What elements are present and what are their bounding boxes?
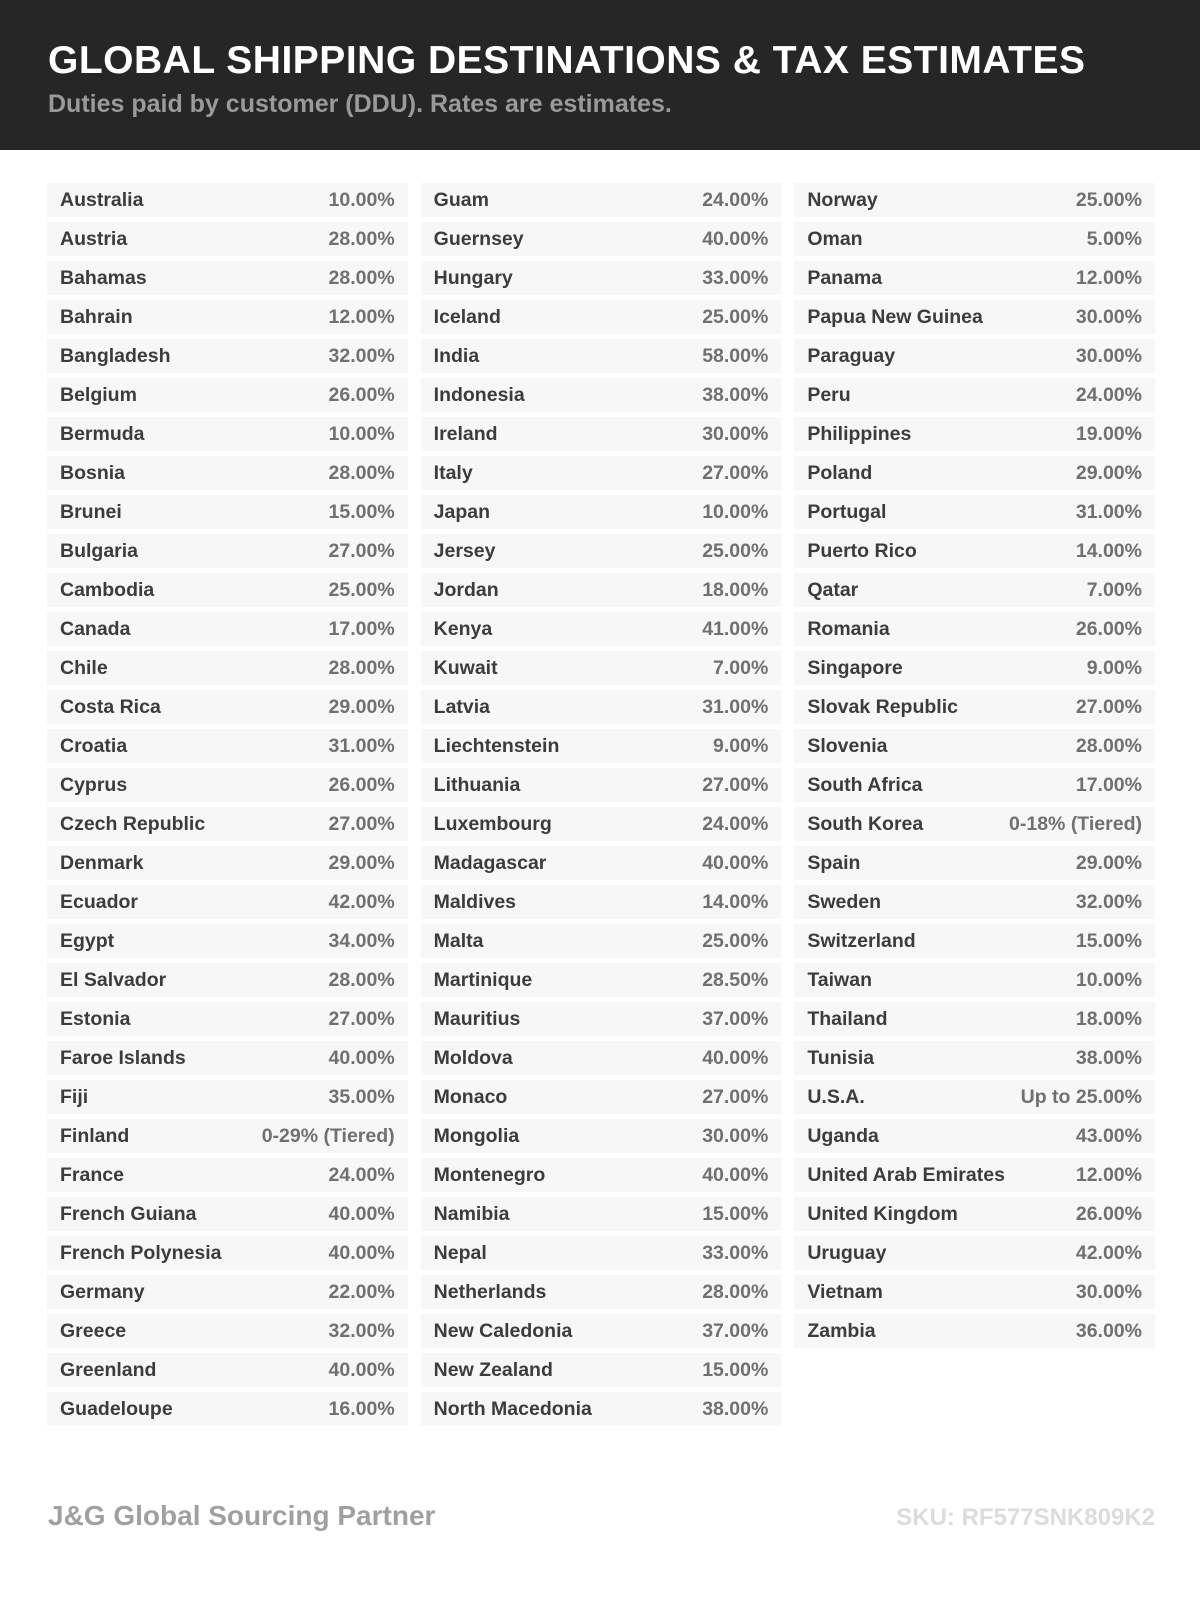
table-row (421, 378, 782, 412)
tax-rate: 27.00% (328, 812, 395, 835)
table-row (794, 651, 1155, 685)
table-row (794, 807, 1155, 841)
country-name: Italy (433, 461, 473, 484)
country-name: Japan (433, 500, 491, 523)
table-row (421, 456, 782, 490)
tax-rate: 58.00% (702, 344, 769, 367)
table-row (47, 261, 408, 295)
tax-rate: 28.00% (328, 461, 395, 484)
table-row (47, 885, 408, 919)
tax-rate: 5.00% (1086, 227, 1142, 250)
country-name: Guernsey (433, 227, 524, 250)
tax-rate: 26.00% (328, 383, 395, 406)
country-name: Moldova (433, 1046, 513, 1069)
country-name: Czech Republic (60, 812, 206, 835)
country-name: Singapore (807, 656, 903, 679)
table-row (47, 924, 408, 958)
country-name: Maldives (433, 890, 517, 913)
country-name: Faroe Islands (60, 1046, 186, 1069)
table-row (421, 690, 782, 724)
tax-rate: 34.00% (328, 929, 395, 952)
table-row (421, 1041, 782, 1075)
tax-rate: 26.00% (1075, 1202, 1142, 1225)
table-row (794, 222, 1155, 256)
country-name: Peru (807, 383, 851, 406)
country-name: Guam (433, 188, 489, 211)
tax-rate: 27.00% (702, 1085, 769, 1108)
table-row (421, 885, 782, 919)
rates-table (47, 183, 1155, 1431)
country-name: Spain (807, 851, 861, 874)
table-row (47, 417, 408, 451)
table-row (47, 222, 408, 256)
tax-rate: 12.00% (1075, 266, 1142, 289)
table-row (47, 846, 408, 880)
country-name: Switzerland (807, 929, 916, 952)
rate-column-2 (421, 183, 782, 1431)
table-row (47, 1002, 408, 1036)
tax-rate: 40.00% (328, 1046, 395, 1069)
table-row (421, 1119, 782, 1153)
table-row (47, 339, 408, 373)
tax-rate: 25.00% (328, 578, 395, 601)
tax-rate: 12.00% (1075, 1163, 1142, 1186)
tax-rate: 7.00% (1086, 578, 1142, 601)
table-row (47, 183, 408, 217)
tax-rate: 27.00% (702, 461, 769, 484)
country-name: Uruguay (807, 1241, 887, 1264)
table-row (47, 1197, 408, 1231)
table-row (421, 183, 782, 217)
tax-rate: 38.00% (702, 383, 769, 406)
tax-rate: 15.00% (702, 1358, 769, 1381)
country-name: U.S.A. (807, 1085, 865, 1108)
country-name: Mongolia (433, 1124, 520, 1147)
table-row (421, 924, 782, 958)
tax-rate: 24.00% (702, 812, 769, 835)
tax-rate: 28.00% (702, 1280, 769, 1303)
country-name: Bangladesh (60, 344, 171, 367)
table-row (47, 300, 408, 334)
table-row (47, 1275, 408, 1309)
country-name: Poland (807, 461, 873, 484)
table-row (47, 963, 408, 997)
tax-rate: 43.00% (1075, 1124, 1142, 1147)
country-name: Slovenia (807, 734, 888, 757)
tax-rate: 31.00% (328, 734, 395, 757)
tax-rate: 32.00% (328, 1319, 395, 1342)
tax-rate: 7.00% (713, 656, 769, 679)
table-row (794, 924, 1155, 958)
tax-rate: 0-18% (Tiered) (1009, 812, 1142, 835)
country-name: Panama (807, 266, 883, 289)
tax-rate: 29.00% (328, 851, 395, 874)
table-row (47, 651, 408, 685)
table-row (794, 573, 1155, 607)
country-name: North Macedonia (433, 1397, 592, 1420)
table-row (794, 1041, 1155, 1075)
table-row (47, 378, 408, 412)
table-row (794, 261, 1155, 295)
table-row (794, 1275, 1155, 1309)
tax-rate: 25.00% (702, 929, 769, 952)
tax-rate: 27.00% (702, 773, 769, 796)
table-row (794, 885, 1155, 919)
table-row (421, 612, 782, 646)
tax-rate: 17.00% (1075, 773, 1142, 796)
tax-rate: 10.00% (328, 422, 395, 445)
table-row (47, 729, 408, 763)
table-row (794, 846, 1155, 880)
country-name: Greece (60, 1319, 127, 1342)
country-name: French Polynesia (60, 1241, 222, 1264)
tax-rate: 37.00% (702, 1319, 769, 1342)
table-row (421, 261, 782, 295)
tax-rate: 30.00% (1075, 305, 1142, 328)
tax-rate: 30.00% (702, 422, 769, 445)
country-name: Qatar (807, 578, 859, 601)
table-row (47, 612, 408, 646)
table-row (794, 300, 1155, 334)
country-name: Montenegro (433, 1163, 546, 1186)
table-row (794, 690, 1155, 724)
tax-rate: 28.00% (328, 227, 395, 250)
table-row (421, 495, 782, 529)
country-name: South Korea (807, 812, 924, 835)
country-name: Portugal (807, 500, 887, 523)
table-row (794, 534, 1155, 568)
tax-rate: 18.00% (1075, 1007, 1142, 1030)
table-row (794, 963, 1155, 997)
table-row (421, 846, 782, 880)
tax-rate: 14.00% (1075, 539, 1142, 562)
tax-rate: 40.00% (702, 1163, 769, 1186)
country-name: Latvia (433, 695, 491, 718)
tax-rate: 24.00% (328, 1163, 395, 1186)
country-name: Cambodia (60, 578, 155, 601)
tax-rate: 25.00% (702, 305, 769, 328)
table-row (794, 1080, 1155, 1114)
tax-rate: 9.00% (1086, 656, 1142, 679)
table-row (47, 1314, 408, 1348)
country-name: Ireland (433, 422, 498, 445)
tax-rate: 28.00% (328, 656, 395, 679)
table-row (421, 1002, 782, 1036)
rate-column-3 (794, 183, 1155, 1353)
country-name: Canada (60, 617, 131, 640)
brand-name: J&G Global Sourcing Partner (48, 1500, 436, 1531)
table-row (794, 1197, 1155, 1231)
country-name: Bermuda (60, 422, 145, 445)
country-name: Denmark (60, 851, 144, 874)
table-row (794, 183, 1155, 217)
tax-rate: 38.00% (702, 1397, 769, 1420)
country-name: Romania (807, 617, 890, 640)
country-name: Zambia (807, 1319, 876, 1342)
table-row (421, 963, 782, 997)
table-row (794, 1314, 1155, 1348)
country-name: Bulgaria (60, 539, 139, 562)
table-row (794, 1158, 1155, 1192)
tax-rate: 15.00% (328, 500, 395, 523)
page-title: GLOBAL SHIPPING DESTINATIONS & TAX ESTIMATES (48, 39, 1086, 82)
tax-rate: 27.00% (328, 539, 395, 562)
country-name: Tunisia (807, 1046, 875, 1069)
country-name: Croatia (60, 734, 128, 757)
table-row (47, 534, 408, 568)
tax-rate: 15.00% (702, 1202, 769, 1225)
country-name: Jersey (433, 539, 496, 562)
country-name: Kenya (433, 617, 493, 640)
tax-rate: 32.00% (1075, 890, 1142, 913)
table-row (47, 573, 408, 607)
tax-rate: 36.00% (1075, 1319, 1142, 1342)
tax-rate: 29.00% (328, 695, 395, 718)
page-subtitle: Duties paid by customer (DDU). Rates are estimates. (48, 89, 672, 118)
tax-rate: 0-29% (Tiered) (261, 1124, 395, 1147)
tax-rate: 10.00% (702, 500, 769, 523)
table-row (794, 612, 1155, 646)
country-name: Thailand (807, 1007, 888, 1030)
country-name: New Caledonia (433, 1319, 573, 1342)
table-row (421, 534, 782, 568)
tax-rate: 32.00% (328, 344, 395, 367)
tax-rate: 24.00% (1075, 383, 1142, 406)
table-row (47, 1119, 408, 1153)
country-name: Madagascar (433, 851, 547, 874)
country-name: Germany (60, 1280, 145, 1303)
tax-rate: Up to 25.00% (1020, 1085, 1142, 1108)
table-row (794, 1119, 1155, 1153)
table-row (794, 417, 1155, 451)
country-name: Australia (60, 188, 144, 211)
table-row (421, 222, 782, 256)
table-row (421, 339, 782, 373)
sku-label: SKU: RF577SNK809K2 (896, 1504, 1155, 1531)
tax-rate: 24.00% (702, 188, 769, 211)
tax-rate: 27.00% (328, 1007, 395, 1030)
tax-rate: 40.00% (328, 1202, 395, 1225)
table-row (421, 1080, 782, 1114)
country-name: Cyprus (60, 773, 128, 796)
country-name: New Zealand (433, 1358, 553, 1381)
tax-rate: 35.00% (328, 1085, 395, 1108)
tax-rate: 28.00% (328, 266, 395, 289)
country-name: Taiwan (807, 968, 872, 991)
country-name: Namibia (433, 1202, 510, 1225)
country-name: Monaco (433, 1085, 508, 1108)
tax-rate: 42.00% (328, 890, 395, 913)
tax-rate: 19.00% (1075, 422, 1142, 445)
table-row (794, 456, 1155, 490)
country-name: Belgium (60, 383, 137, 406)
table-row (47, 1236, 408, 1270)
tax-rate: 17.00% (328, 617, 395, 640)
table-row (421, 1236, 782, 1270)
header-banner (0, 0, 1200, 150)
table-row (421, 1392, 782, 1426)
country-name: Nepal (433, 1241, 487, 1264)
tax-rate: 33.00% (702, 266, 769, 289)
table-row (421, 300, 782, 334)
tax-rate: 16.00% (328, 1397, 395, 1420)
country-name: United Kingdom (807, 1202, 958, 1225)
country-name: Vietnam (807, 1280, 883, 1303)
tax-rate: 10.00% (328, 188, 395, 211)
country-name: Brunei (60, 500, 122, 523)
country-name: Norway (807, 188, 878, 211)
tax-rate: 9.00% (713, 734, 769, 757)
country-name: Philippines (807, 422, 912, 445)
tax-rate: 10.00% (1075, 968, 1142, 991)
country-name: Costa Rica (60, 695, 161, 718)
country-name: Egypt (60, 929, 115, 952)
tax-rate: 14.00% (702, 890, 769, 913)
country-name: Netherlands (433, 1280, 547, 1303)
country-name: United Arab Emirates (807, 1163, 1005, 1186)
country-name: Lithuania (433, 773, 521, 796)
tax-rate: 26.00% (1075, 617, 1142, 640)
tax-rate: 15.00% (1075, 929, 1142, 952)
tax-rate: 18.00% (702, 578, 769, 601)
table-row (47, 807, 408, 841)
tax-rate: 28.00% (1075, 734, 1142, 757)
tax-rate: 30.00% (1075, 1280, 1142, 1303)
table-row (47, 768, 408, 802)
tax-rate: 12.00% (328, 305, 395, 328)
tax-rate: 40.00% (328, 1241, 395, 1264)
table-row (794, 339, 1155, 373)
tax-rate: 40.00% (702, 227, 769, 250)
country-name: El Salvador (60, 968, 167, 991)
table-row (794, 1236, 1155, 1270)
tax-rate: 28.50% (702, 968, 769, 991)
tax-rate: 25.00% (702, 539, 769, 562)
tax-rate: 29.00% (1075, 851, 1142, 874)
tax-rate: 40.00% (328, 1358, 395, 1381)
country-name: Luxembourg (433, 812, 552, 835)
country-name: Bahrain (60, 305, 133, 328)
tax-rate: 40.00% (702, 1046, 769, 1069)
table-row (421, 1275, 782, 1309)
country-name: Sweden (807, 890, 882, 913)
country-name: Jordan (433, 578, 499, 601)
table-row (794, 1002, 1155, 1036)
country-name: Papua New Guinea (807, 305, 983, 328)
table-row (421, 1158, 782, 1192)
footer (0, 1500, 1200, 1532)
table-row (421, 651, 782, 685)
table-row (421, 1314, 782, 1348)
country-name: Puerto Rico (807, 539, 917, 562)
country-name: Bosnia (60, 461, 126, 484)
country-name: Ecuador (60, 890, 139, 913)
tax-rate: 29.00% (1075, 461, 1142, 484)
country-name: Estonia (60, 1007, 131, 1030)
country-name: French Guiana (60, 1202, 197, 1225)
tax-rate: 31.00% (702, 695, 769, 718)
table-row (47, 1041, 408, 1075)
table-row (794, 729, 1155, 763)
table-row (794, 768, 1155, 802)
tax-rate: 22.00% (328, 1280, 395, 1303)
table-row (47, 690, 408, 724)
country-name: Kuwait (433, 656, 498, 679)
rate-column-1 (47, 183, 408, 1431)
tax-rate: 25.00% (1075, 188, 1142, 211)
table-row (47, 1080, 408, 1114)
country-name: Fiji (60, 1085, 89, 1108)
tax-rate: 40.00% (702, 851, 769, 874)
table-row (421, 1197, 782, 1231)
country-name: Guadeloupe (60, 1397, 173, 1420)
country-name: Greenland (60, 1358, 157, 1381)
table-row (421, 807, 782, 841)
table-row (421, 768, 782, 802)
table-row (794, 495, 1155, 529)
country-name: Iceland (433, 305, 501, 328)
tax-rate: 30.00% (1075, 344, 1142, 367)
table-row (421, 417, 782, 451)
country-name: Slovak Republic (807, 695, 958, 718)
table-row (47, 1353, 408, 1387)
tax-rate: 27.00% (1075, 695, 1142, 718)
country-name: Malta (433, 929, 484, 952)
table-row (47, 495, 408, 529)
tax-rate: 28.00% (328, 968, 395, 991)
country-name: Paraguay (807, 344, 896, 367)
country-name: Oman (807, 227, 863, 250)
country-name: Austria (60, 227, 128, 250)
country-name: Martinique (433, 968, 533, 991)
tax-rate: 42.00% (1075, 1241, 1142, 1264)
table-row (421, 729, 782, 763)
tax-rate: 37.00% (702, 1007, 769, 1030)
country-name: Indonesia (433, 383, 525, 406)
tax-rate: 33.00% (702, 1241, 769, 1264)
country-name: Finland (60, 1124, 130, 1147)
table-row (47, 456, 408, 490)
country-name: Uganda (807, 1124, 879, 1147)
table-row (421, 573, 782, 607)
table-row (47, 1392, 408, 1426)
country-name: Bahamas (60, 266, 147, 289)
country-name: South Africa (807, 773, 923, 796)
tax-rate: 31.00% (1075, 500, 1142, 523)
table-row (47, 1158, 408, 1192)
country-name: India (433, 344, 480, 367)
country-name: Hungary (433, 266, 513, 289)
country-name: Chile (60, 656, 108, 679)
country-name: France (60, 1163, 124, 1186)
table-row (421, 1353, 782, 1387)
country-name: Mauritius (433, 1007, 521, 1030)
table-row (794, 378, 1155, 412)
tax-rate: 26.00% (328, 773, 395, 796)
tax-rate: 41.00% (702, 617, 769, 640)
country-name: Liechtenstein (433, 734, 560, 757)
tax-rate: 38.00% (1075, 1046, 1142, 1069)
tax-rate: 30.00% (702, 1124, 769, 1147)
